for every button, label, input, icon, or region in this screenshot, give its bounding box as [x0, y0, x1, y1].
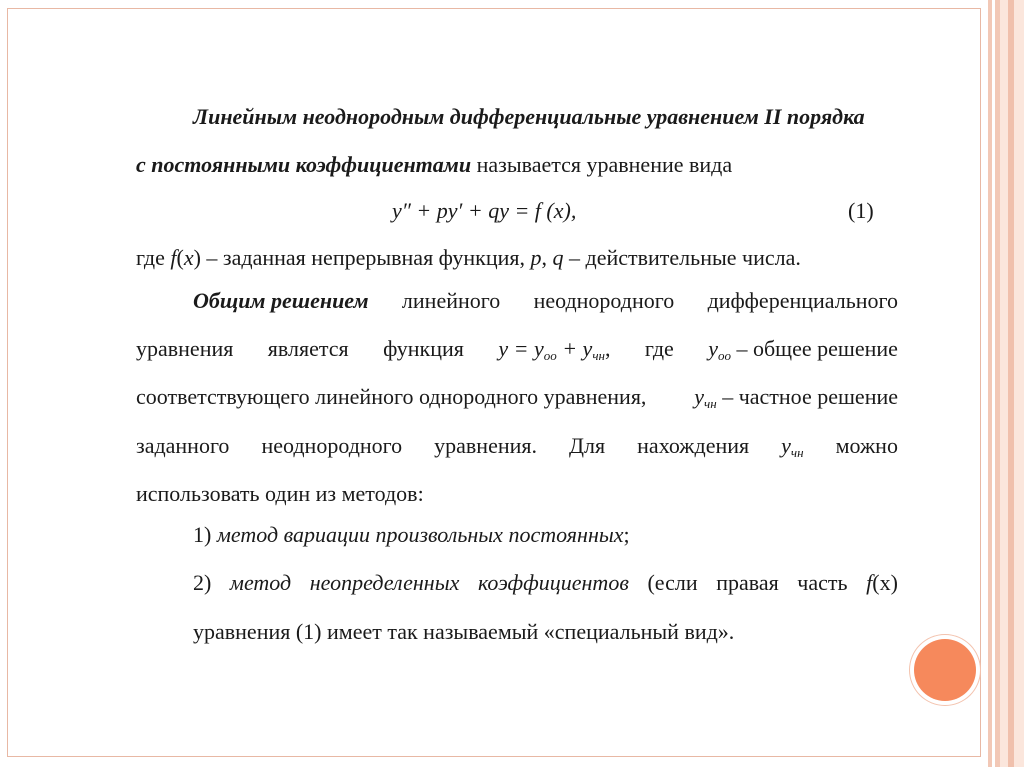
definition-term: Линейным неоднородным дифференциальные уравнением II порядка: [193, 104, 865, 129]
method-2-line-2: уравнения (1) имеет так называемый «специальный вид».: [193, 619, 735, 644]
general-line-5: использовать один из методов:: [136, 481, 424, 506]
definition-text: называется уравнение вида: [476, 152, 733, 177]
general-line-1: Общим решением линейного неоднородного дифференциального: [193, 288, 898, 313]
where-line: где f(x) – заданная непрерывная функция, p, q – действительные числа.: [136, 245, 801, 270]
general-term: Общим решением: [193, 288, 369, 313]
equation-formula: y″ + py′ + qy = f (x),: [392, 198, 577, 223]
general-line-2: уравнения является функция $y = y_{оо} + y_{чн}$, где $y_{оо}$ – общее решение: [136, 336, 898, 363]
definition-line-2: [136, 152, 732, 178]
definition-term-cont: с постоянными коэффициентами: [136, 152, 472, 177]
solution-formula: $y = y_{оо} + y_{чн}$,: [498, 336, 611, 363]
general-line-4: заданного неоднородного уравнения. Для нахождения $y_{чн}$ можно: [136, 433, 898, 460]
definition-line-1: [193, 104, 898, 130]
general-line-3: соответствующего линейного однородного уравнения, $y_{чн}$ – частное решение: [136, 384, 898, 411]
method-1: 1) метод вариации произвольных постоянных;: [193, 522, 630, 547]
method-2-line-1: 2) метод неопределенных коэффициентов (если правая часть f(x): [193, 570, 898, 595]
equation-number: (1): [848, 198, 874, 223]
